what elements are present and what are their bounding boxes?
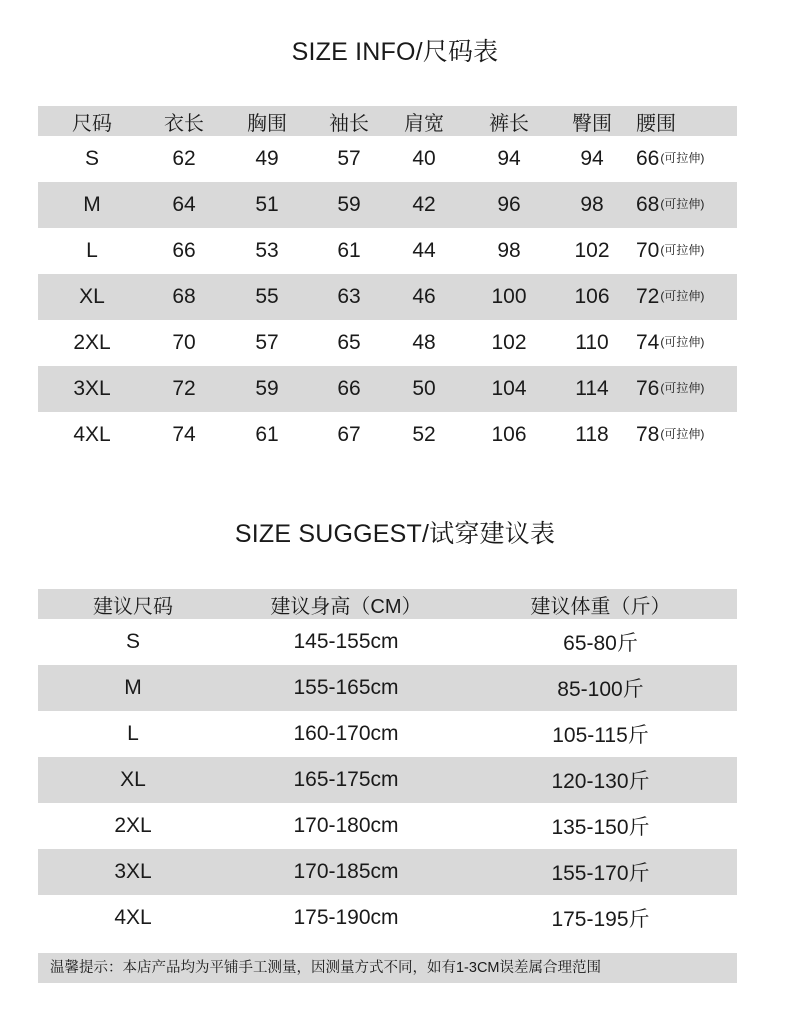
table-row [38, 849, 737, 895]
waist-cell [628, 285, 737, 309]
measurement-note: 温馨提示：本店产品均为平铺手工测量，因测量方式不同，如有1-3CM误差属合理范围 [38, 953, 737, 983]
suggest-weight-cell: 85-100斤 [557, 678, 644, 701]
pants-length-cell: 104 [491, 377, 527, 400]
table-row [38, 757, 737, 803]
suggest-weight-cell: 155-170斤 [551, 862, 650, 885]
chest-cell: 55 [255, 285, 279, 308]
waist-cell [628, 147, 737, 171]
suggest-size-cell: 4XL [114, 906, 152, 929]
length-cell: 74 [172, 423, 196, 446]
chest-cell: 61 [255, 423, 279, 446]
table-row [38, 895, 737, 941]
size-table-header-row [38, 106, 737, 136]
waist-value: 78 [636, 423, 660, 446]
waist-cell [628, 377, 737, 401]
suggest-size-cell: M [124, 676, 142, 699]
size-table-header-cell: 胸围 [247, 112, 287, 135]
stretch-note: (可拉伸) [660, 427, 705, 441]
waist-value: 70 [636, 239, 660, 262]
table-row [38, 619, 737, 665]
suggest-table-header-cell: 建议身高（CM） [270, 595, 422, 618]
suggest-size-cell: 3XL [114, 860, 152, 883]
suggest-weight-cell: 175-195斤 [551, 908, 650, 931]
size-cell: 2XL [73, 331, 111, 354]
suggest-size-cell: XL [120, 768, 146, 791]
suggest-height-cell: 175-190cm [293, 906, 399, 929]
size-table-header-cell: 袖长 [329, 112, 369, 135]
waist-cell [628, 331, 737, 355]
stretch-note: (可拉伸) [660, 243, 705, 257]
sleeve-cell: 65 [337, 331, 361, 354]
length-cell: 66 [172, 239, 196, 262]
size-suggest-title: SIZE SUGGEST/试穿建议表 [234, 520, 556, 548]
hip-cell: 98 [580, 193, 604, 216]
size-cell: XL [79, 285, 105, 308]
size-cell: S [84, 147, 99, 170]
suggest-table-header-cell: 建议体重（斤） [530, 595, 671, 618]
length-cell: 62 [172, 147, 196, 170]
waist-cell [628, 423, 737, 447]
suggest-height-cell: 145-155cm [293, 630, 399, 653]
hip-cell: 106 [574, 285, 610, 308]
sleeve-cell: 61 [337, 239, 361, 262]
pants-length-cell: 98 [497, 239, 521, 262]
suggest-weight-cell: 105-115斤 [552, 724, 649, 747]
shoulder-cell: 48 [412, 331, 436, 354]
suggest-weight-cell: 135-150斤 [551, 816, 650, 839]
suggest-weight-cell: 120-130斤 [551, 770, 650, 793]
suggest-weight-cell: 65-80斤 [563, 632, 638, 655]
size-cell: 3XL [73, 377, 111, 400]
pants-length-cell: 106 [491, 423, 527, 446]
shoulder-cell: 50 [412, 377, 436, 400]
size-info-table [38, 106, 737, 458]
length-cell: 72 [172, 377, 196, 400]
table-row [38, 412, 737, 458]
suggest-height-cell: 155-165cm [293, 676, 399, 699]
sleeve-cell: 57 [337, 147, 361, 170]
suggest-height-cell: 160-170cm [293, 722, 399, 745]
table-row [38, 228, 737, 274]
pants-length-cell: 102 [491, 331, 527, 354]
shoulder-cell: 40 [412, 147, 436, 170]
pants-length-cell: 94 [497, 147, 521, 170]
chest-cell: 57 [255, 331, 279, 354]
hip-cell: 110 [575, 331, 609, 354]
chest-cell: 49 [255, 147, 279, 170]
shoulder-cell: 52 [412, 423, 436, 446]
hip-cell: 94 [580, 147, 604, 170]
length-cell: 70 [172, 331, 196, 354]
suggest-table-header-row [38, 589, 737, 619]
size-table-header-cell: 臀围 [572, 112, 612, 135]
waist-value: 68 [636, 193, 660, 216]
size-cell: L [86, 239, 98, 262]
suggest-height-cell: 170-185cm [293, 860, 399, 883]
pants-length-cell: 96 [497, 193, 521, 216]
table-row [38, 136, 737, 182]
pants-length-cell: 100 [491, 285, 527, 308]
waist-value: 72 [636, 285, 660, 308]
sleeve-cell: 66 [337, 377, 361, 400]
size-suggest-table [38, 589, 737, 941]
sleeve-cell: 59 [337, 193, 361, 216]
table-row [38, 665, 737, 711]
length-cell: 68 [172, 285, 196, 308]
stretch-note: (可拉伸) [660, 197, 705, 211]
table-row [38, 274, 737, 320]
waist-value: 66 [636, 147, 660, 170]
stretch-note: (可拉伸) [660, 151, 705, 165]
waist-value: 74 [636, 331, 660, 354]
size-table-header-cell: 尺码 [72, 112, 112, 135]
chest-cell: 53 [255, 239, 279, 262]
size-table-header-cell: 裤长 [489, 112, 529, 135]
size-cell: 4XL [73, 423, 111, 446]
table-row [38, 320, 737, 366]
suggest-height-cell: 165-175cm [293, 768, 399, 791]
stretch-note: (可拉伸) [660, 381, 705, 395]
hip-cell: 102 [574, 239, 610, 262]
suggest-height-cell: 170-180cm [293, 814, 399, 837]
shoulder-cell: 42 [412, 193, 436, 216]
hip-cell: 114 [575, 377, 609, 400]
suggest-size-cell: L [127, 722, 139, 745]
waist-cell [628, 239, 737, 263]
shoulder-cell: 44 [412, 239, 436, 262]
suggest-table-header-cell: 建议尺码 [93, 595, 173, 618]
waist-cell [628, 193, 737, 217]
size-table-header-cell: 肩宽 [404, 112, 444, 135]
stretch-note: (可拉伸) [660, 289, 705, 303]
table-row [38, 803, 737, 849]
table-row [38, 711, 737, 757]
size-table-header-cell: 衣长 [164, 112, 204, 135]
size-cell: M [83, 193, 101, 216]
suggest-size-cell: 2XL [114, 814, 152, 837]
length-cell: 64 [172, 193, 196, 216]
size-table-header-cell: 腰围 [636, 112, 676, 135]
table-row [38, 366, 737, 412]
waist-value: 76 [636, 377, 660, 400]
sleeve-cell: 63 [337, 285, 361, 308]
chest-cell: 51 [255, 193, 279, 216]
chest-cell: 59 [255, 377, 279, 400]
suggest-size-cell: S [125, 630, 140, 653]
size-info-title: SIZE INFO/尺码表 [291, 38, 499, 66]
shoulder-cell: 46 [412, 285, 436, 308]
stretch-note: (可拉伸) [660, 335, 705, 349]
hip-cell: 118 [575, 423, 609, 446]
table-row [38, 182, 737, 228]
sleeve-cell: 67 [337, 423, 361, 446]
